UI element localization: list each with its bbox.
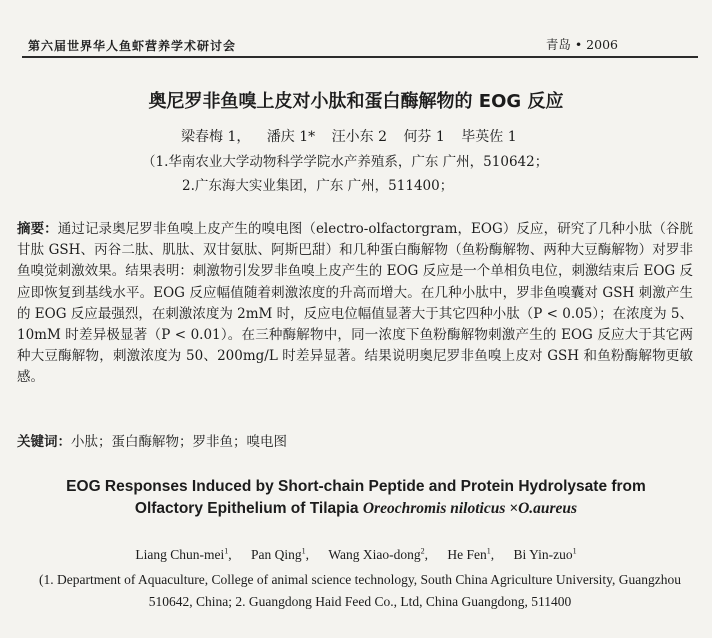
location-year: 青岛 • 2006: [545, 37, 618, 52]
en-author-affil: 1: [572, 546, 577, 555]
en-author: [251, 547, 309, 562]
en-author-sep: ,: [424, 546, 428, 562]
en-author: [447, 547, 494, 562]
chinese-affiliation-1: （1.华南农业大学动物科学学院水产养殖系，广东 广州，510642；: [142, 154, 549, 170]
keywords: [17, 430, 287, 450]
en-author-name: Pan Qing: [250, 546, 302, 562]
english-title-line2: [0, 498, 712, 520]
english-affiliation: (1. Department of Aquaculture, College of animal science technology, South China Agriculture University, Guangzhou 510642, China; 2. Guangdong Haid Feed Co., Ltd, China Guangdong, 511400: [39, 572, 681, 609]
keywords-text: 小肽；蛋白酶解物；罗非鱼；嗅电图: [71, 434, 287, 450]
en-author-name: Bi Yin-zuo: [513, 546, 573, 562]
abstract-text: 通过记录奥尼罗非鱼嗅上皮产生的嗅电图（electro-olfactorgram，EOG）反应，研究了几种小肽（谷胱甘肽 GSH、丙谷二肽、肌肽、双甘氨肽、阿斯巴甜）和几种蛋白酶解物（鱼粉酶解物、两种大豆酶解物）对罗非鱼嗅觉刺激效果。结果表明：刺激物引发罗非鱼嗅上皮产生的 EOG 反应是一个单相负电位，刺激结束后 EOG 反应即恢复到基线水平。EOG 反应幅值随着刺激浓度的升高而增大。在几种小肽中，罗非鱼嗅囊对 GSH 刺激产生的 EOG 反应最强烈，在刺激浓度为 2mM 时，反应电位幅值显著大于其它四种小肽（P < 0.05）；在浓度为 5、10mM 时差异极显著（P < 0.01）。在三种酶解物中，同一浓度下鱼粉酶解物刺激产生的 EOG 反应大于其它两种大豆酶解物，刺激浓度为 50、200mg/L 时差异显著。结果说明奥尼罗非鱼嗅上皮对 GSH 和鱼粉酶解物更敏感。: [17, 221, 693, 386]
keywords-label: 关键词：: [17, 434, 71, 450]
species-name: Oreochromis niloticus ×O.aureus: [362, 500, 578, 517]
cn-author: 梁春梅 1，: [181, 129, 251, 145]
conference-header: 第六届世界华人鱼虾营养学术研讨会: [28, 39, 237, 53]
english-title: [0, 476, 712, 520]
en-author-affil: 1: [301, 546, 306, 555]
chinese-affiliation-2: 2.广东海大实业集团，广东 广州，511400；: [182, 178, 454, 194]
en-author-affil: 1: [486, 546, 491, 555]
abstract: [17, 219, 693, 389]
cn-author: 毕英佐 1: [461, 129, 517, 145]
en-author-affil: 2: [420, 546, 425, 555]
en-author-sep: ,: [228, 546, 232, 562]
cn-author: 潘庆 1*: [266, 129, 316, 145]
en-author: [328, 547, 428, 562]
header-divider: [22, 56, 698, 58]
en-author: [135, 547, 231, 562]
en-author-name: Wang Xiao-dong: [328, 546, 421, 562]
en-author-name: He Fen: [447, 546, 487, 562]
cn-author: 何芬 1: [403, 129, 445, 145]
english-authors: [0, 546, 712, 563]
chinese-authors: [181, 126, 529, 146]
en-author-affil: 1: [224, 546, 229, 555]
chinese-title: 奥尼罗非鱼嗅上皮对小肽和蛋白酶解物的 EOG 反应: [148, 91, 564, 112]
en-author-sep: ,: [490, 546, 495, 562]
en-author-name: Liang Chun-mei: [135, 546, 225, 562]
english-title-line1: EOG Responses Induced by Short-chain Peptide and Protein Hydrolysate from: [66, 478, 646, 495]
abstract-label: 摘要：: [17, 221, 58, 237]
en-author: [514, 547, 577, 562]
english-title-prefix: Olfactory Epithelium of Tilapia: [134, 500, 363, 517]
cn-author: 汪小东 2: [331, 129, 387, 145]
en-author-sep: ,: [305, 546, 309, 562]
